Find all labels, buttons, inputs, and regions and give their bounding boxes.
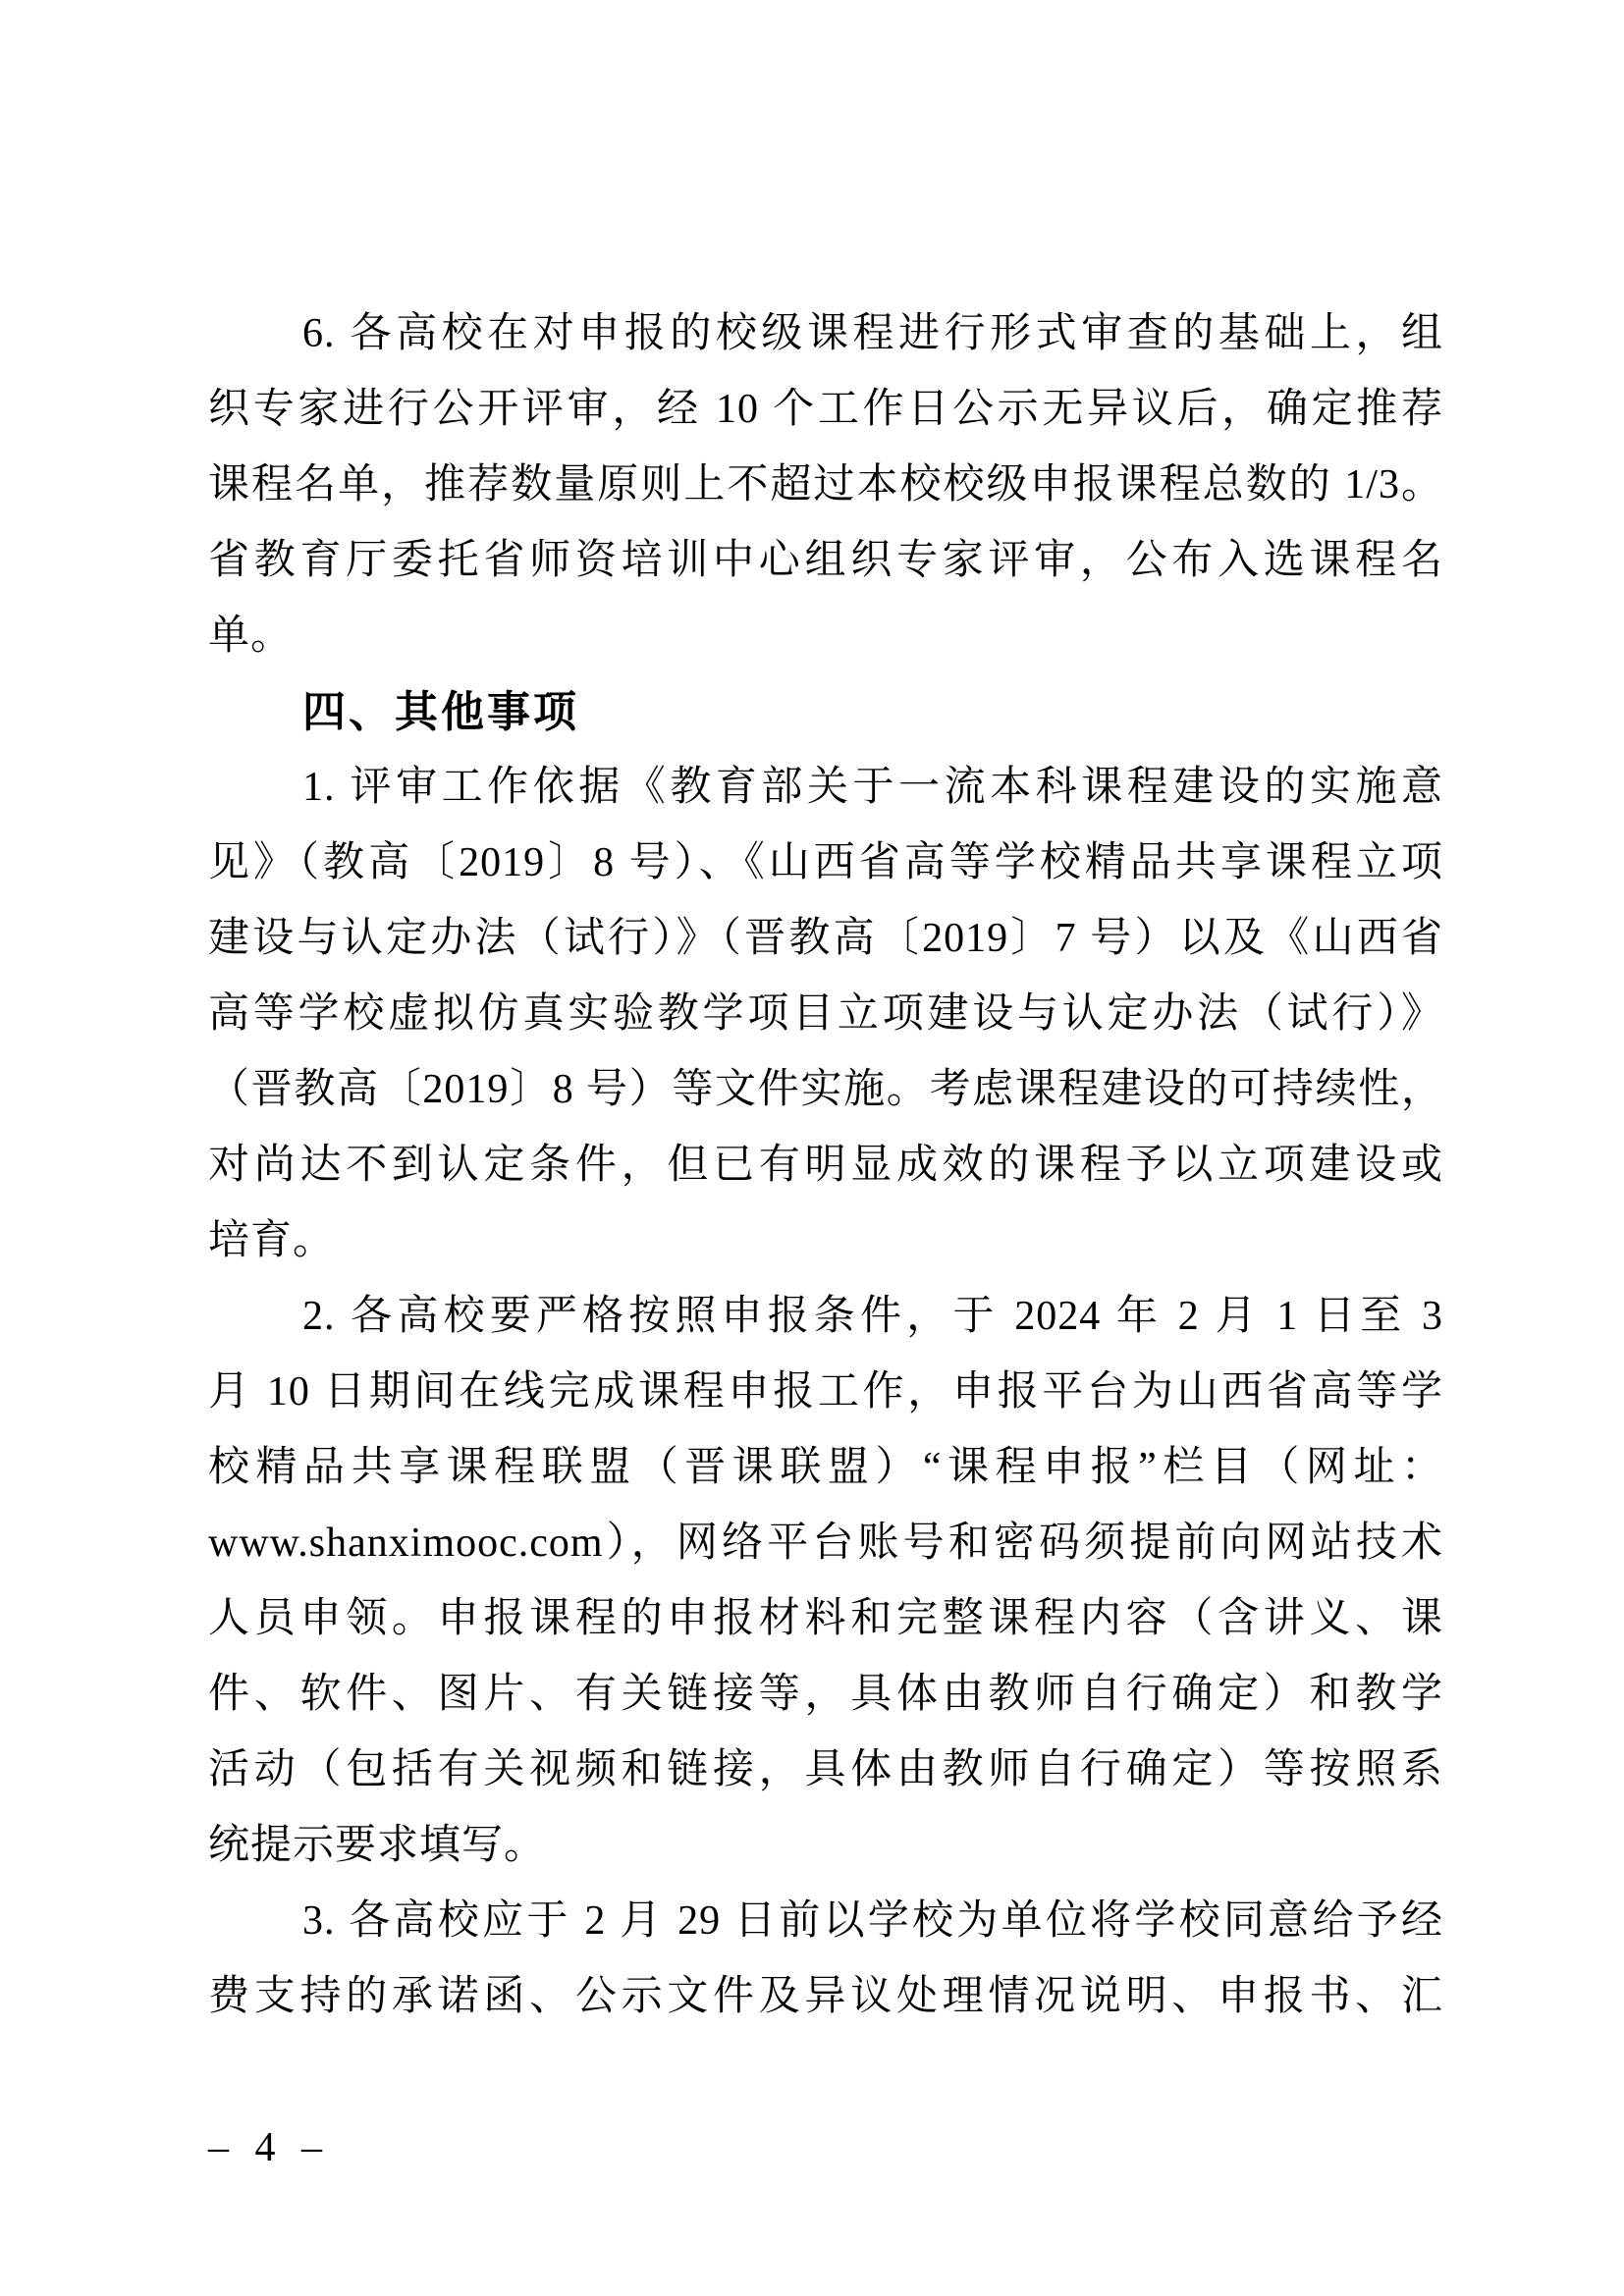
para6-line-1: 6. 各高校在对申报的校级课程进行形式审查的基础上，组 xyxy=(302,311,1443,356)
para6-line-4: 省教育厅委托省师资培训中心组织专家评审，公布入选课程名 xyxy=(208,538,1443,583)
item1-line-4: 高等学校虚拟仿真实验教学项目立项建设与认定办法（试行）》 xyxy=(208,991,1443,1037)
document-body xyxy=(208,296,1443,2035)
para6-line-3: 课程名单，推荐数量原则上不超过本校校级申报课程总数的 1/3。 xyxy=(208,462,1443,507)
item2-line-6: 件、软件、图片、有关链接等，具体由教师自行确定）和教学 xyxy=(208,1672,1443,1717)
section-heading-other-matters: 四、其他事项 xyxy=(302,688,579,736)
item2-line-3: 校精品共享课程联盟（晋课联盟）“课程申报”栏目（网址： xyxy=(208,1445,1443,1490)
item2-line-7: 活动（包括有关视频和链接，具体由教师自行确定）等按照系 xyxy=(208,1747,1443,1792)
item1-line-3: 建设与认定办法（试行）》（晋教高〔2019〕7 号）以及《山西省 xyxy=(208,916,1443,961)
item3-line-1: 3. 各高校应于 2 月 29 日前以学校为单位将学校同意给予经 xyxy=(302,1898,1443,1944)
para6-line-2: 织专家进行公开评审，经 10 个工作日公示无异议后，确定推荐 xyxy=(208,387,1443,432)
para6-line-5: 单。 xyxy=(208,614,294,659)
page-number: – 4 – xyxy=(208,2125,324,2170)
item1-line-7: 培育。 xyxy=(208,1218,336,1263)
item1-line-6: 对尚达不到认定条件，但已有明显成效的课程予以立项建设或 xyxy=(208,1143,1443,1188)
item2-line-2: 月 10 日期间在线完成课程申报工作，申报平台为山西省高等学 xyxy=(208,1369,1443,1415)
item1-line-2: 见》（教高〔2019〕8 号）、《山西省高等学校精品共享课程立项 xyxy=(208,840,1443,885)
item2-line-1: 2. 各高校要严格按照申报条件，于 2024 年 2 月 1 日至 3 xyxy=(302,1294,1443,1339)
item1-line-5: （晋教高〔2019〕8 号）等文件实施。考虑课程建设的可持续性， xyxy=(208,1067,1443,1112)
item2-line-8: 统提示要求填写。 xyxy=(208,1823,547,1868)
item2-line-4-url: www.shanximooc.com），网络平台账号和密码须提前向网站技术 xyxy=(208,1521,1443,1566)
item1-line-1: 1. 评审工作依据《教育部关于一流本科课程建设的实施意 xyxy=(302,765,1443,810)
item2-line-5: 人员申领。申报课程的申报材料和完整课程内容（含讲义、课 xyxy=(208,1596,1443,1641)
item3-line-2: 费支持的承诺函、公示文件及异议处理情况说明、申报书、汇 xyxy=(208,1974,1443,2019)
